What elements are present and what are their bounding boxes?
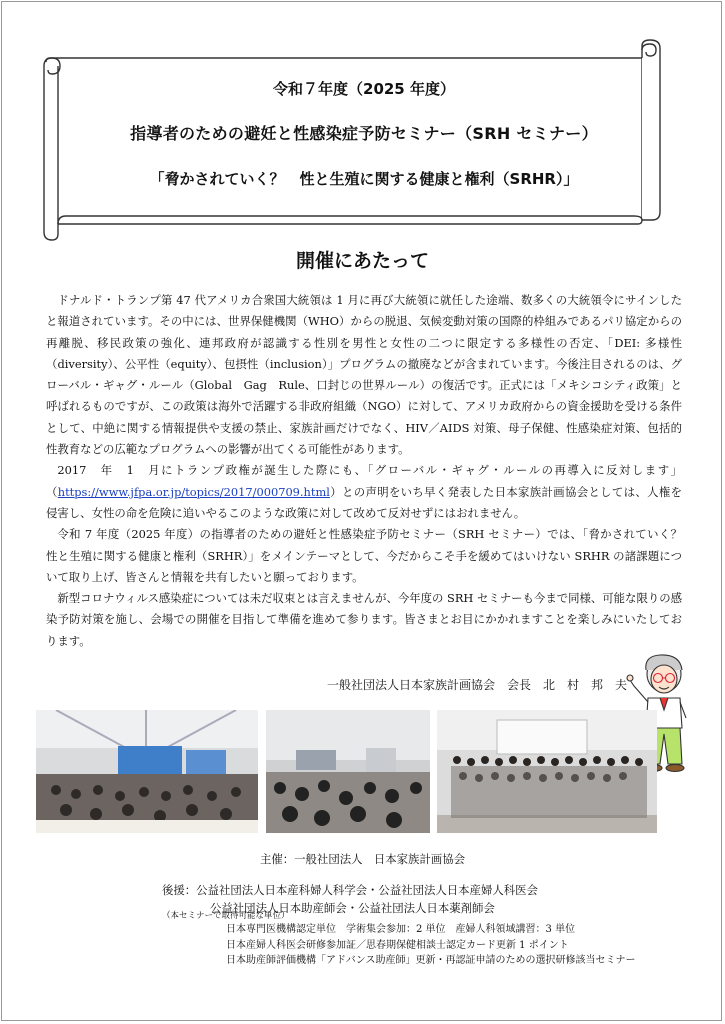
credit-item: 日本助産師評価機構「アドバンス助産師」更新・再認証申請のための選択研修該当セミナー: [226, 955, 636, 966]
paragraph-4: 新型コロナウィルス感染症については未だ収束とは言えませんが、今年度の SRH セミナーも今まで同様、可能な限りの感染予防対策を施し、会場での開催を目指して準備を進めて参ります。皆さまとお目にかかれますことを楽しみにいたしております。: [46, 591, 683, 648]
page-heading: 開催にあたって: [295, 250, 429, 272]
banner-theme: 「脅かされていく？ 性と生殖に関する健康と権利（SRHR）」: [149, 170, 579, 188]
group-photo: [437, 710, 657, 833]
signature: 一般社団法人日本家族計画協会 会長 北 村 邦 夫: [326, 678, 627, 692]
paragraph-1: ドナルド・トランプ第 47 代アメリカ合衆国大統領は 1 月に再び大統領に就任した途端、数多くの大統領令にサインしたと報道されています。その中には、世界保健機関（WHO）からの脱退、気候変動対策の国際的枠組みであるパリ協定からの再離脱、移民政策の強化、連邦政府が認識する性別を男性と女性の二つに限定する多様性の否定、「DEI: 多様性（diversity）、公平性（equity）、包摂性（inclusion）」プログラムの撤廃などが含まれています。今後注目されるのは、グローバル・ギャグ・ルール（Global Gag Rule、口封じの世界ルール）の復活です。正式には「メキシコシティ政策」と呼ばれるものですが、この政策は海外で活躍する非政府組織（NGO）に対して、アメリカ政府からの資金援助を受ける条件として、中絶に関する情報提供や支援の禁止、家族計画だけでなく、HIV／AIDS 対策、母子保健、性感染症対策、包括的性教育などの広範なプログラムへの影響が出てくる可能性があります。: [46, 293, 682, 457]
paragraph-3: 令和 7 年度（2025 年度）の指導者のための避妊と性感染症予防セミナー（SRH セミナー）では、「脅かされていく？ 性と生殖に関する健康と権利（SRHR）」をメインテーマとして、今だからこそ手を緩めてはいけない SRHR の諸課題について取り上げ、皆さんと情報を共有したいと願っております。: [46, 527, 694, 584]
paragraph-2-text-b: ）との声明をいち早く発表した日本家族計画協会としては、人権を侵害し、女性の命を危険に追いやるこのような政策に対して改めて反対せずにはおれません。: [46, 484, 682, 520]
sponsor: 主催：一般社団法人 日本家族計画協会: [259, 852, 466, 866]
credit-item: 日本産婦人科医会研修参加証／思春期保健相談士認定カード更新 1 ポイント: [226, 939, 569, 951]
credits-block: [162, 910, 702, 969]
support-line-2: 公益社団法人日本助産師会・公益社団法人日本薬剤師会: [210, 901, 495, 915]
support-line-1: 後援：公益社団法人日本産科婦人科学会・公益社団法人日本産婦人科医会: [162, 883, 538, 897]
credits-note: （本セミナーで取得可能な単位）: [162, 911, 290, 921]
lecture-room-photo: [266, 710, 430, 833]
banner-title: 指導者のための避妊と性感染症予防セミナー（SRH セミナー）: [130, 124, 598, 143]
banner-year: 令和７年度（2025 年度）: [273, 80, 455, 98]
credit-item: 日本専門医機構認定単位 学術集会参加：2 単位 産婦人科領域講習：3 単位: [226, 924, 576, 935]
statement-link[interactable]: https://www.jfpa.or.jp/topics/2017/000709.html: [57, 484, 330, 499]
paragraph-2: [46, 460, 682, 524]
seminar-hall-photo: [36, 710, 258, 833]
body-text: [46, 290, 694, 652]
paragraph-2-text-a: 2017 年 1 月にトランプ政権が誕生した際にも、「グローバル・ギャグ・ルールの再導入に反対します」（: [46, 463, 682, 499]
